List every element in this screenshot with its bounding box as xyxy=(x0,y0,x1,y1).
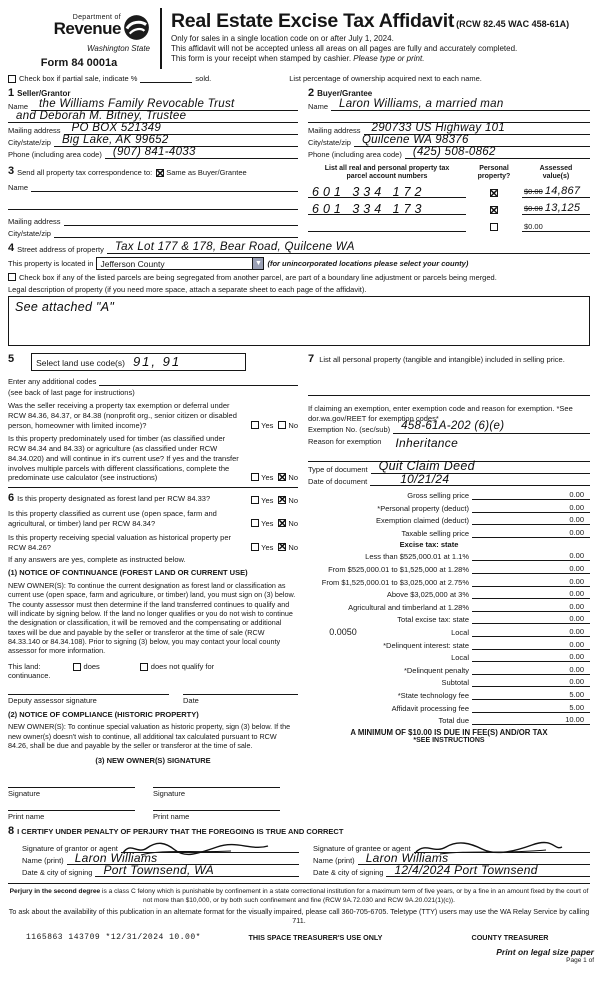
header-note-3: This form is your receipt when stamped by cashier. Please type or print. xyxy=(171,54,425,63)
header-note-2: This affidavit will not be accepted unless all areas on all pages are fully and accurately completed. xyxy=(171,44,518,53)
s5-exemption-yes-checkbox[interactable] xyxy=(251,421,259,429)
new-owner-signature-field-1[interactable]: Signature xyxy=(8,787,135,798)
revenue-logo-icon xyxy=(123,14,150,43)
correspondence-city-field[interactable] xyxy=(54,229,298,238)
forest-land-question: 6 Is this property designated as forest land per RCW 84.33? Yes ✕ No xyxy=(8,491,298,505)
dept-of-label: Department of xyxy=(72,14,121,21)
partial-sale-label: Check box if partial sale, indicate % xyxy=(19,74,138,83)
new-owner-signature-field-2[interactable]: Signature xyxy=(153,787,280,798)
header-note-1: Only for sales in a single location code on or after July 1, 2024. xyxy=(171,34,394,43)
land-does-checkbox[interactable] xyxy=(73,663,81,671)
treasurer-space-label: THIS SPACE TREASURER'S USE ONLY xyxy=(248,933,383,943)
excise-tax-header: Excise tax: state xyxy=(399,539,459,549)
alternate-format-note: To ask about the availability of this publication in an alternate format for the visually impaired, please call 360-705-6705. Teletype (TTY) users may use the WA Relay Service by calling 711. xyxy=(8,907,590,926)
notice-compliance-title: (2) NOTICE OF COMPLIANCE (HISTORIC PROPERTY) xyxy=(8,709,199,719)
document-type-field[interactable]: Quit Claim Deed xyxy=(371,465,590,474)
fee-field-total-due[interactable]: 10.00 xyxy=(472,715,590,725)
new-owner-printname-field-2[interactable]: Print name xyxy=(153,810,280,821)
s5-timber-no-checkbox[interactable] xyxy=(278,473,286,481)
parcel-table: List all real and personal property tax parcel account numbers Personal property? Assessed value(s) 601 334 172 ✕ $0.00 14,867 601 334 173 ✕ $0.00 13,125 $0.00 xyxy=(308,165,590,238)
parcel-number-field-3[interactable] xyxy=(308,231,466,232)
chevron-down-icon[interactable]: ▼ xyxy=(252,258,263,269)
seller-exemption-question: Was the seller receiving a property tax exemption or deferral under RCW 84.36, 84.37, or 84.38 (nonprofit org., senior citizen or disabled person, homeowner with limited income)? Yes No xyxy=(8,401,298,430)
correspondence-section: 3 Send all property tax correspondence to: ✕ Same as Buyer/Grantee Name Mailing address City/state/zip xyxy=(8,165,298,238)
land-use-code-field[interactable]: Select land use code(s) 91, 91 xyxy=(31,353,246,371)
land-use-section: 5 Select land use code(s) 91, 91 xyxy=(8,353,298,371)
notice-continuance-body: NEW OWNER(S): To continue the current designation as forest land or classification as current use (open space, farm and agriculture, or timber) land, you must sign on (3) below. The county assessor must then determine if the land transferred continues to qualify and will indicate by signing below. If the land no longer qualifies or you do not wish to continue the designation or classification, it will be removed and the compensating or additional taxes will be due and payable by the seller or transferor at the time of sale (RCW 84.33.140 or 84.34.108). Prior to signing (3) below, you may contact your local county assessor for more information. xyxy=(8,580,296,656)
land-does-not-checkbox[interactable] xyxy=(140,663,148,671)
perjury-statement: Perjury in the second degree is a class C felony which is punishable by confinement in a state correctional institution for a maximum term of five years, or by a fine in an amount fixed by the court of not more than $10,000, or by both such confinement and fine (RCW 9A.72.030 and RCW 9A.20.021(1)(c)). xyxy=(9,888,589,904)
reason-exemption-value[interactable]: Inheritance xyxy=(395,435,459,450)
fee-field-exemption[interactable]: 0.00 xyxy=(472,515,590,525)
personal-property-checkbox-3[interactable] xyxy=(490,223,498,231)
s6-historic-no-checkbox[interactable] xyxy=(278,543,286,551)
seller-name-value: the Williams Family Revocable Trust xyxy=(39,97,235,110)
notice-continuance-title: (1) NOTICE OF CONTINUANCE (FOREST LAND OR CURRENT USE) xyxy=(8,568,248,578)
treasurer-stamp: 1165863 143709 *12/31/2024 10.00* xyxy=(26,933,201,943)
personal-property-checkbox-1[interactable] xyxy=(490,189,498,197)
s6-forest-no-checkbox[interactable] xyxy=(278,496,286,504)
washington-state-label: Washington State xyxy=(86,44,150,53)
partial-sale-suffix: sold. xyxy=(195,74,212,83)
rcw-reference: (RCW 82.45 WAC 458-61A) xyxy=(456,19,570,29)
s5-timber-yes-checkbox[interactable] xyxy=(251,473,259,481)
agency-logo-block xyxy=(8,8,160,69)
exemption-code-field[interactable]: 458-61A-202 (6)(e) xyxy=(393,425,590,434)
buyer-section: 2 Buyer/Grantee Name Laron Williams, a married man Mailing address 290733 US Highway 101 City/state/zip Quilcene WA 98376 Phone (including area code) (425) 508-0862 xyxy=(308,87,590,159)
same-as-buyer-checkbox[interactable] xyxy=(156,169,164,177)
personal-property-checkbox-2[interactable] xyxy=(490,206,498,214)
fee-field-gross[interactable]: 0.00 xyxy=(472,490,590,500)
personal-property-section: 7 List all personal property (tangible and intangible) included in selling price. xyxy=(308,353,565,365)
current-use-question: Is this property classified as current use (open space, farm and agricultural, or timber) land per RCW 84.34? Yes ✕ No xyxy=(8,509,298,529)
buyer-phone-field[interactable]: (425) 508-0862 xyxy=(405,150,590,159)
county-note: (for unincorporated locations please select your county) xyxy=(267,259,469,268)
fee-field-tier3[interactable]: 0.00 xyxy=(472,577,590,587)
seller-section: 1 Seller/Grantor Name the Williams Family Revocable Trust and Deborah M. Bitney, Trustee Mailing address PO BOX 521349 City/state/zip Big Lake, AK 99652 Phone (including area code) (907) 841-4033 xyxy=(8,87,298,159)
parcel-number-field-2[interactable]: 601 334 173 xyxy=(308,214,466,215)
fee-field-tier1[interactable]: 0.00 xyxy=(472,551,590,561)
street-address-field[interactable]: Tax Lot 177 & 178, Bear Road, Quilcene WA xyxy=(107,245,590,254)
grantee-date-field[interactable]: 12/4/2024 Port Townsend xyxy=(386,868,590,877)
minimum-due-note: A MINIMUM OF $10.00 IS DUE IN FEE(S) AND/OR TAX xyxy=(350,728,548,738)
buyer-heading: Buyer/Grantee xyxy=(317,89,373,98)
new-owner-signature-title: (3) NEW OWNER(S) SIGNATURE xyxy=(95,755,211,765)
county-dropdown[interactable]: Jefferson County ▼ xyxy=(96,257,264,270)
same-as-buyer-label: Same as Buyer/Grantee xyxy=(166,168,247,177)
fee-field-subtotal[interactable]: 0.00 xyxy=(472,677,590,687)
affidavit-form-page: Department of Revenue Washington State Form 84 0001a Real Estate Excise Tax Affidavit (RCW 82.45 WAC 458-61A) Only for sales in a single location code on or after July 1, 2024. This affidavit will not be accepted unless all areas on all pages are fully and accurately completed. This form is your receipt when stamped by cashier. Please type or print. Check box if partial sale, indicate % sold. List percentage of ownership acquired next to each name. 1 Seller/Grantor Name the Williams Family Revocable Trust and Deborah M. Bitney, Trustee Mailing address PO BOX 521349 City/state/zip Big Lake, AK 99652 Phone (including area code) (907) 841-4033 2 Buyer/Grantee Name Laron Williams, a married man Mailing address 290733 US Highway 101 City/state/zip Quilcene WA 98376 Phone (including area code) (425) 508-0862 3 Send all property tax correspondence to: ✕ Same as Buyer/Grantee Name Mailing address City/state/zip List all real and personal property tax parcel account numbers Personal property? Assessed value(s) 601 334 172 ✕ $0.00 14,867 601 334 173 ✕ $0.00 13,125 $0.00 4 Street address of property Tax Lot 177 & 178, Bear Road, Quilcene WA This property is located in Jefferson County ▼ (for unincorporated locations please select your county) Check box if any of the listed parcels are being segregated from another parcel, are part of a boundary line adjustment or parcels being merged. Legal description of property (if you need more space, attach a separate sheet to each page of the affidavit). See attached "A" 5 Select land use code(s) 91, 91 Enter any additional codes (see back of last page for instructions) Was the seller receiving a property tax exemption or deferral under RCW 84.36, 84.37, or 84.38 (nonprofit org., senior citizen or disabled person, homeowner with limited income)? Yes No Is this property predominately used for timber (as classified under RCW 84.34 and 84.33) or agriculture (as classified under RCW 84.34.020) and will continue in it's current use? If yes and the transfer involves multiple parcels with different classifications, complete the predominate use calculator (see instructions) Yes ✕ No 6 Is this property designated as forest land per RCW 84.33? Yes ✕ No Is this property classified as current use (open space, farm and agricultural, or timber) land per RCW 84.34? Yes ✕ No Is this property receiving special valuation as historical property per RCW 84.26? Yes ✕ No If any answers are yes, complete as instructed below. (1) NOTICE OF CONTINUANCE (FOREST LAND OR CURRENT USE) NEW OWNER(S): To continue the current designation as forest land or classification as current use (open space, farm and agriculture, or timber) land, you must sign on (3) below. The county assessor must then determine if the land transferred continues to qualify and will indicate by signing below. If the land no longer qualifies or you do not wish to continue the designation or classification, it will be removed and the compensating or additional taxes will be due and payable by the seller or transferor at the time of sale (RCW 84.33.140 or 84.34.108). Prior to signing (3) below, you may contact your local county assessor for more information. This land: does does not qualify for continuance. Deputy assessor signature Date (2) NOTICE OF COMPLIANCE (HISTORIC PROPERTY) NEW OWNER(S): To continue special valuation as historic property, sign (3) below. If the new owner(s) doesn't wish to continue, all additional tax calculated pursuant to RCW 84.26, shall be due and payable by the seller or transferor at the time of sale. (3) NEW OWNER(S) SIGNATURE Signature Print name Signature Print name 7 List all personal property (tangible and intangible) included in selling price. If claiming an exemption, enter exemption code and reason for exemption. *See dor.wa.gov/REET for exemption codes* Exemption No. (sec/sub) 458-61A-202 (6)(e) Reason for exemption Inheritance Type of document Quit Claim Deed Date of document 10/21/24 Gross selling price 0.00 *Personal property (deduct) 0.00 Exemption claimed (deduct) 0.00 Taxable selling price 0.00 Excise tax: state Less than $525,000.01 at 1.1% 0.00 From $525,000.01 to $1,525,000 at 1.28% 0.00 From $1,525,000.01 to $3,025,000 at 2.75% 0.00 Above $3,025,000 at 3% 0.00 Agricultural and timberland at 1.28% 0.00 Total excise tax: state 0.00 0.0050 Local 0.00 *Delinquent interest: state 0.00 Local 0.00 *Delinquent penalty 0.00 Subtotal 0.00 *State technology fee 5.00 Affidavit processing fee 5.00 Total due 10.00 A MINIMUM OF $10.00 IS DUE IN FEE(S) AND/OR TAX *SEE INSTRUCTIONS 8 I CERTIFY UNDER PENALTY OF PERJURY THAT THE FOREGOING IS TRUE AND CORRECT Signature of grantor or agent Name (print) Laron Williams Date & city of signing Port Townsend, WA Signature of grantee or agent Name (print) Laron Williams Date & city of signing 12/4/2024 Port Townsend Perjury in the second degree is a class C felony which is punishable by confinement in a state correctional institution for a maximum term of five years, or by a fine in an amount fixed by the court of not more than $10,000, or by both such confinement and fine (RCW 9A.72.030 and RCW 9A.20.021(1)(c)). To ask about the availability of this publication in an alternate format for the visually impaired, please call 360-705-6705. Teletype (TTY) users may use the WA Relay Service by calling 711. 1165863 143709 *12/31/2024 10.00* THIS SPACE TREASURER'S USE ONLY COUNTY TREASURER Print on legal size paper Page 1 of xyxy=(0,0,600,992)
parcel-row-2 xyxy=(308,200,590,215)
personal-property-label: List all personal property (tangible and intangible) included in selling price. xyxy=(319,355,565,364)
print-footer xyxy=(496,947,594,964)
correspondence-label: Send all property tax correspondence to: xyxy=(17,168,153,177)
seller-name-value-2: and Deborah M. Bitney, Trustee xyxy=(16,109,187,122)
agency-name: Revenue xyxy=(53,19,121,38)
legal-size-note: Print on legal size paper xyxy=(496,947,594,957)
segregated-checkbox[interactable] xyxy=(8,273,16,281)
s6-historic-yes-checkbox[interactable] xyxy=(251,543,259,551)
fee-field-taxable[interactable]: 0.00 xyxy=(472,528,590,538)
fee-field-agri[interactable]: 0.00 xyxy=(472,602,590,612)
form-number: Form 84 0001a xyxy=(40,57,118,69)
continuance-label: continuance. xyxy=(8,670,51,680)
grantor-printname-field[interactable]: Laron Williams xyxy=(67,856,299,865)
form-title: Real Estate Excise Tax Affidavit xyxy=(171,10,455,32)
exemption-intro: If claiming an exemption, enter exemption code and reason for exemption. *See dor.wa.gov/REET for exemption codes* xyxy=(308,404,573,423)
fee-field-delinq-state[interactable]: 0.00 xyxy=(472,640,590,650)
property-section: 4 Street address of property Tax Lot 177 & 178, Bear Road, Quilcene WA This property is located in Jefferson County ▼ (for unincorporated locations please select your county) Check box if any of the listed parcels are being segregated from another parcel, are part of a boundary line adjustment or parcels being merged. Legal description of property (if you need more space, attach a separate sheet to each page of the affidavit). See attached "A" xyxy=(8,242,590,346)
timber-question: Is this property predominately used for timber (as classified under RCW 84.34 and 84.33) or agriculture (as classified under RCW 84.34.020) and will continue in it's current use? If yes and the transfer involves multiple parcels with different classifications, complete the predominate use calculator (see instructions) Yes ✕ No xyxy=(8,434,298,483)
buyer-mailing-field[interactable]: 290733 US Highway 101 xyxy=(364,126,590,135)
fee-field-penalty[interactable]: 0.00 xyxy=(472,665,590,675)
s6-currentuse-no-checkbox[interactable] xyxy=(278,519,286,527)
fee-field-tech[interactable]: 5.00 xyxy=(472,690,590,700)
fee-field-tier2[interactable]: 0.00 xyxy=(472,564,590,574)
reason-exemption-label: Reason for exemption xyxy=(308,436,382,446)
seller-heading: Seller/Grantor xyxy=(17,89,71,98)
additional-codes-field[interactable] xyxy=(99,377,298,386)
page-number: Page 1 of xyxy=(566,957,594,964)
document-date-field[interactable]: 10/21/24 xyxy=(370,477,590,486)
personal-property-field[interactable] xyxy=(308,395,590,396)
ownership-note: List percentage of ownership acquired next to each name. xyxy=(289,74,482,83)
s6-currentuse-yes-checkbox[interactable] xyxy=(251,519,259,527)
partial-sale-percent-field[interactable] xyxy=(140,82,192,83)
assessed-value-field-1[interactable]: $0.00 14,867 xyxy=(522,186,590,198)
parcel-row-1 xyxy=(308,183,590,198)
certify-statement: I CERTIFY UNDER PENALTY OF PERJURY THAT THE FOREGOING IS TRUE AND CORRECT xyxy=(17,827,344,837)
fee-field-personal[interactable]: 0.00 xyxy=(472,503,590,513)
s6-forest-yes-checkbox[interactable] xyxy=(251,496,259,504)
located-in-label: This property is located in xyxy=(8,259,94,268)
buyer-city-field[interactable]: Quilcene WA 98376 xyxy=(354,138,590,147)
legal-description-label: Legal description of property (if you need more space, attach a separate sheet to each page of the affidavit). xyxy=(8,285,367,294)
buyer-name-field[interactable]: Laron Williams, a married man xyxy=(331,102,590,111)
fee-field-processing[interactable]: 5.00 xyxy=(472,703,590,713)
fee-field-total-state[interactable]: 0.00 xyxy=(472,614,590,624)
correspondence-name-field[interactable] xyxy=(31,183,298,192)
this-land-label: This land: xyxy=(8,661,41,671)
local-rate: 0.0050 xyxy=(329,627,357,638)
see-instructions-note: *SEE INSTRUCTIONS xyxy=(413,737,485,745)
legal-description-field[interactable]: See attached "A" xyxy=(8,296,590,346)
county-treasurer-label: COUNTY TREASURER xyxy=(471,933,549,943)
fee-field-delinq-local[interactable]: 0.00 xyxy=(472,652,590,662)
fee-field-tier4[interactable]: 0.00 xyxy=(472,589,590,599)
correspondence-extra-field[interactable] xyxy=(8,201,298,210)
parcel-row-3 xyxy=(308,217,590,232)
see-back-note: (see back of last page for instructions) xyxy=(8,388,135,397)
deputy-assessor-signature-field[interactable]: Deputy assessor signature xyxy=(8,694,169,705)
form-header xyxy=(8,8,590,69)
grantor-date-field[interactable]: Port Townsend, WA xyxy=(95,868,299,877)
seller-city-field[interactable]: Big Lake, AK 99652 xyxy=(54,138,298,147)
deputy-date-field[interactable]: Date xyxy=(183,694,298,705)
segregated-label: Check box if any of the listed parcels are being segregated from another parcel, are part of a boundary line adjustment or parcels being merged. xyxy=(19,273,497,282)
correspondence-mailing-field[interactable] xyxy=(64,217,298,226)
partial-sale-checkbox[interactable] xyxy=(8,75,16,83)
seller-mailing-field[interactable]: PO BOX 521349 xyxy=(64,126,298,135)
fee-field-local[interactable]: 0.00 xyxy=(472,627,590,637)
assessed-value-field-3[interactable]: $0.00 xyxy=(522,222,590,232)
assessed-value-field-2[interactable]: $0.00 13,125 xyxy=(522,203,590,215)
new-owner-printname-field-1[interactable]: Print name xyxy=(8,810,135,821)
s5-exemption-no-checkbox[interactable] xyxy=(278,421,286,429)
seller-phone-field[interactable]: (907) 841-4033 xyxy=(105,150,298,159)
grantee-printname-field[interactable]: Laron Williams xyxy=(358,856,590,865)
parcel-number-field-1[interactable]: 601 334 172 xyxy=(308,197,466,198)
answers-yes-note: If any answers are yes, complete as instructed below. xyxy=(8,555,186,565)
fee-table: Gross selling price 0.00 *Personal property (deduct) 0.00 Exemption claimed (deduct) 0.00 Taxable selling price 0.00 Excise tax: state Less than $525,000.01 at 1.1% 0.00 From $525,000.01 to $1,525,000 at 1.28% 0.00 From $1,525,000.01 to $3,025,000 at 2.75% 0.00 Above $3,025,000 at 3% 0.00 Agricultural and timberland at 1.28% 0.00 Total excise tax: state 0.00 0.0050 Local 0.00 *Delinquent interest: state 0.00 Local 0.00 *Delinquent penalty 0.00 Subtotal 0.00 *State technology fee 5.00 Affidavit processing fee 5.00 Total due 10.00 xyxy=(308,489,590,726)
notice-compliance-body: NEW OWNER(S): To continue special valuation as historic property, sign (3) below. If the new owner(s) doesn't wish to continue, all additional tax calculated pursuant to RCW 84.26, shall be due and payable by the seller or transferor at the time of sale. xyxy=(8,722,291,751)
historic-question: Is this property receiving special valuation as historical property per RCW 84.26? Yes ✕ No xyxy=(8,533,298,553)
certification-section: 8 I CERTIFY UNDER PENALTY OF PERJURY THAT THE FOREGOING IS TRUE AND CORRECT Signature of grantor or agent Name (print) Laron Williams Date & city of signing Port Townsend, WA Signature of grantee or agent Name (print) Laron Williams Date & city of signing 12/4/2024 Port Townsend xyxy=(8,825,590,877)
